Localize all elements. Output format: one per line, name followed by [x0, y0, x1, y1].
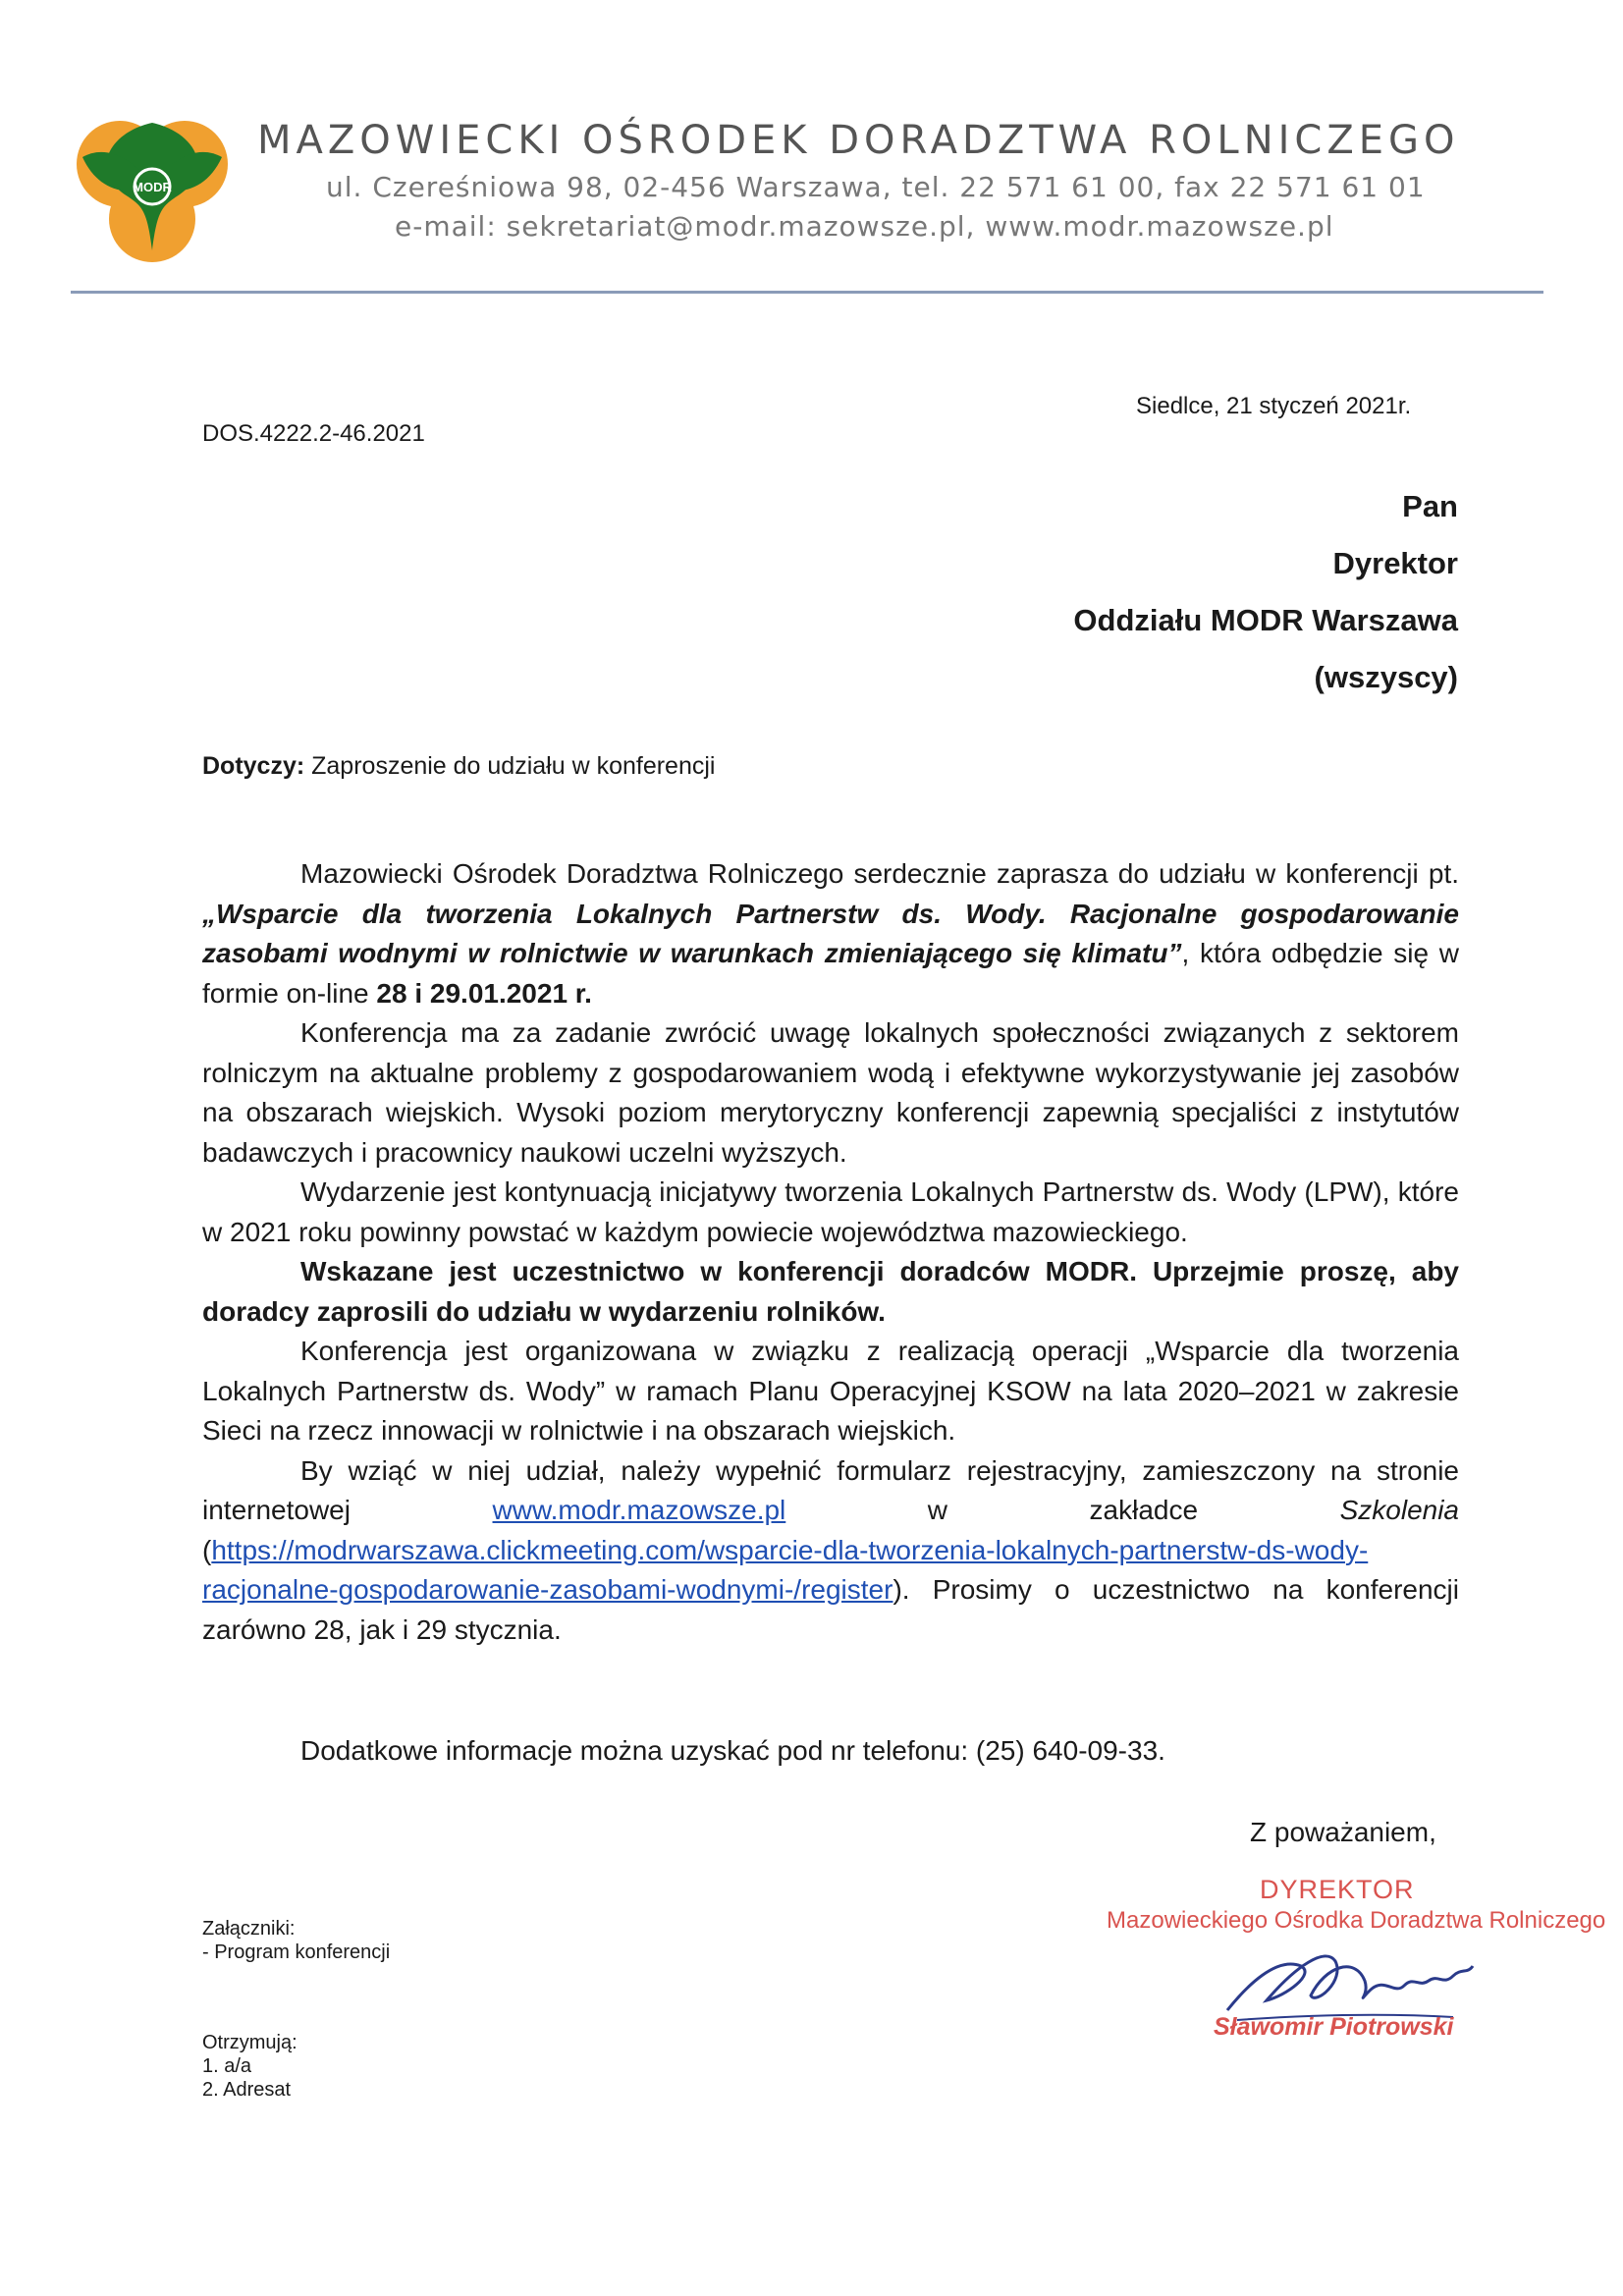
letter-body: [202, 854, 1459, 1650]
attachments-label: Załączniki:: [202, 1918, 296, 1940]
subject-text: Zaproszenie do udziału w konferencji: [304, 752, 716, 780]
paragraph-purpose: Konferencja ma za zadanie zwrócić uwagę lokalnych społeczności związanych z sektorem rolniczym na aktualne problemy z gospodarowaniem wodą i efektywne wykorzystywanie jej zasobów na obszarach wiejskich. Wysoki poziom merytoryczny konferencji zapewnią specjaliści z instytutów badawczych i pracownicy naukowi uczelni wyższych.: [202, 1017, 1459, 1168]
paragraph-registration: [202, 1451, 1459, 1651]
recipient-salutation: Pan: [1402, 489, 1458, 523]
paren-open: (: [202, 1534, 212, 1565]
recipient-item: 2. Adresat: [202, 2079, 292, 2101]
paragraph-continuation: Wydarzenie jest kontynuacją inicjatywy tworzenia Lokalnych Partnerstw ds. Wody (LPW), które w 2021 roku powinny powstać w każdym powiecie województwa mazowieckiego.: [202, 1176, 1459, 1247]
header-divider: [71, 291, 1543, 294]
attachment-item: - Program konferencji: [202, 1941, 391, 1963]
modr-logo: [69, 103, 236, 270]
invitation-mid: , która odbędzie się w formie on-line: [202, 938, 1460, 1009]
conference-title: „Wsparcie dla tworzenia Lokalnych Partnerstw ds. Wody. Racjonalne gospodarowanie zasobami wodnymi w rolnictwie w warunkach zmieniającego się klimatu”: [202, 898, 1459, 968]
registration-link[interactable]: https://modrwarszawa.clickmeeting.com/wsparcie-dla-tworzenia-lokalnych-partnerstw-ds-wody-racjonalne-gospodarowanie-zasobami-wodnymi-/register: [202, 1534, 1369, 1605]
tab-name: Szkolenia: [1339, 1495, 1459, 1525]
stamp-name: Sławomir Piotrowski: [1214, 2013, 1454, 2041]
request-text: Wskazane jest uczestnictwo w konferencji doradców MODR. Uprzejmie proszę, aby doradcy zaprosili do udziału w wydarzeniu rolników.: [202, 1256, 1459, 1327]
organization-name: MAZOWIECKI OŚRODEK DORADZTWA ROLNICZEGO: [257, 118, 1460, 163]
stamp-title: DYREKTOR: [1260, 1875, 1415, 1904]
paragraph-invitation: [202, 854, 1459, 1013]
registration-intro: By wziąć w niej udział, należy wypełnić formularz rejestracyjny, zamieszczony na stronie internetowej: [202, 1454, 1459, 1525]
website-link[interactable]: www.modr.mazowsze.pl: [492, 1495, 786, 1525]
recipient-department: Oddziału MODR Warszawa: [1073, 603, 1458, 637]
invitation-intro: Mazowiecki Ośrodek Doradztwa Rolniczego serdecznie zaprasza do udziału w konferencji pt.: [300, 858, 1459, 889]
paragraph-organization: Konferencja jest organizowana w związku z realizacją operacji „Wsparcie dla tworzenia Lokalnych Partnerstw ds. Wody” w ramach Planu Operacyjnej KSOW na lata 2020–2021 w zakresie Sieci na rzecz innowacji w rolnictwie i na obszarach wiejskich.: [202, 1336, 1459, 1446]
contact-info: Dodatkowe informacje można uzyskać pod nr telefonu: (25) 640-09-33.: [300, 1735, 1165, 1766]
contact-email-web: e-mail: sekretariat@modr.mazowsze.pl, www.modr.mazowsze.pl: [395, 210, 1334, 243]
recipients-section: [202, 2031, 298, 2102]
svg-text:MODR: MODR: [133, 180, 172, 194]
letter-date: Siedlce, 21 styczeń 2021r.: [1136, 393, 1412, 419]
attachments-section: [202, 1917, 390, 1964]
recipient-scope: (wszyscy): [1314, 660, 1458, 694]
closing-regards: Z poważaniem,: [1250, 1817, 1436, 1847]
conference-dates: 28 i 29.01.2021 r.: [376, 977, 592, 1009]
subject-line: [202, 752, 715, 781]
subject-label: Dotyczy:: [202, 752, 305, 780]
recipients-label: Otrzymują:: [202, 2032, 298, 2053]
registration-tab-text: w zakładce: [785, 1495, 1340, 1525]
stamp-organization: Mazowieckiego Ośrodka Doradztwa Rolniczego: [1107, 1907, 1606, 1934]
contact-address: ul. Czereśniowa 98, 02-456 Warszawa, tel. 22 571 61 00, fax 22 571 61 01: [326, 171, 1426, 203]
recipient-item: 1. a/a: [202, 2055, 252, 2077]
recipient-title: Dyrektor: [1332, 546, 1458, 580]
paragraph-request: [202, 1252, 1459, 1332]
registration-closing: ). Prosimy o uczestnictwo na konferencji zarówno 28, jak i 29 stycznia.: [202, 1574, 1459, 1645]
reference-number: DOS.4222.2-46.2021: [202, 420, 425, 447]
